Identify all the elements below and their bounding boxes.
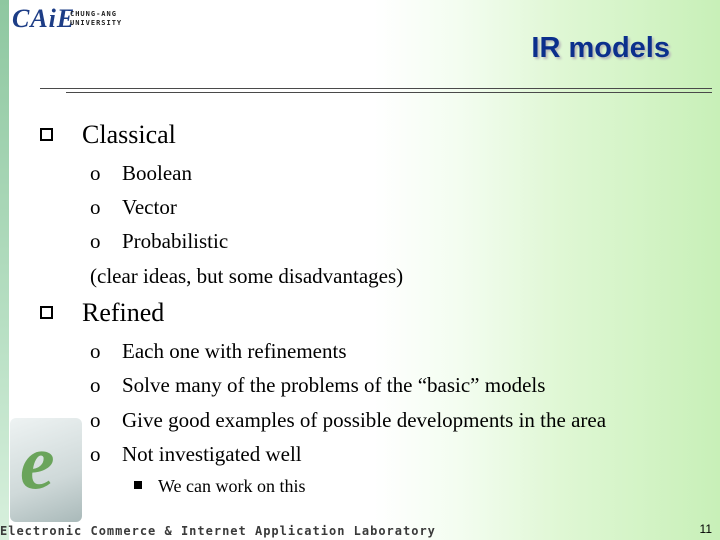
left-decorative-strip <box>0 0 9 540</box>
o-bullet-marker: o <box>90 161 101 185</box>
list-item: Each one with refinements <box>122 339 347 363</box>
section-heading-refined: Refined <box>82 298 165 327</box>
slide-title: IR models <box>531 32 670 64</box>
logo-mark: CAiE <box>12 4 76 33</box>
list-item: Probabilistic <box>122 229 229 253</box>
title-divider-bottom <box>66 92 712 93</box>
o-bullet-marker: o <box>90 339 101 363</box>
list-item: Boolean <box>122 161 192 185</box>
list-item: Solve many of the problems of the “basic” models <box>122 373 546 397</box>
sub-list-item: We can work on this <box>158 476 306 496</box>
list-item: Not investigated well <box>122 442 302 466</box>
o-bullet-marker: o <box>90 229 101 253</box>
logo-university-text: CHUNG-ANG UNIVERSITY <box>70 10 123 27</box>
title-divider-top <box>40 88 712 89</box>
section-heading-classical: Classical <box>82 120 176 149</box>
e-commerce-logo-icon <box>10 418 82 522</box>
o-bullet-marker: o <box>90 373 101 397</box>
list-item: Vector <box>122 195 177 219</box>
o-bullet-marker: o <box>90 442 101 466</box>
footer-lab-name: Electronic Commerce & Internet Application Laboratory <box>0 524 436 538</box>
list-item: Give good examples of possible developments in the area <box>122 408 607 432</box>
square-bullet-icon <box>40 128 53 141</box>
page-number: 11 <box>699 522 712 536</box>
o-bullet-marker: o <box>90 408 101 432</box>
classical-note: (clear ideas, but some disadvantages) <box>90 264 404 288</box>
o-bullet-marker: o <box>90 195 101 219</box>
small-square-bullet-icon <box>134 481 142 489</box>
cae-logo <box>12 4 132 40</box>
e-letter-glyph: e <box>20 418 55 505</box>
square-bullet-icon <box>40 306 53 319</box>
